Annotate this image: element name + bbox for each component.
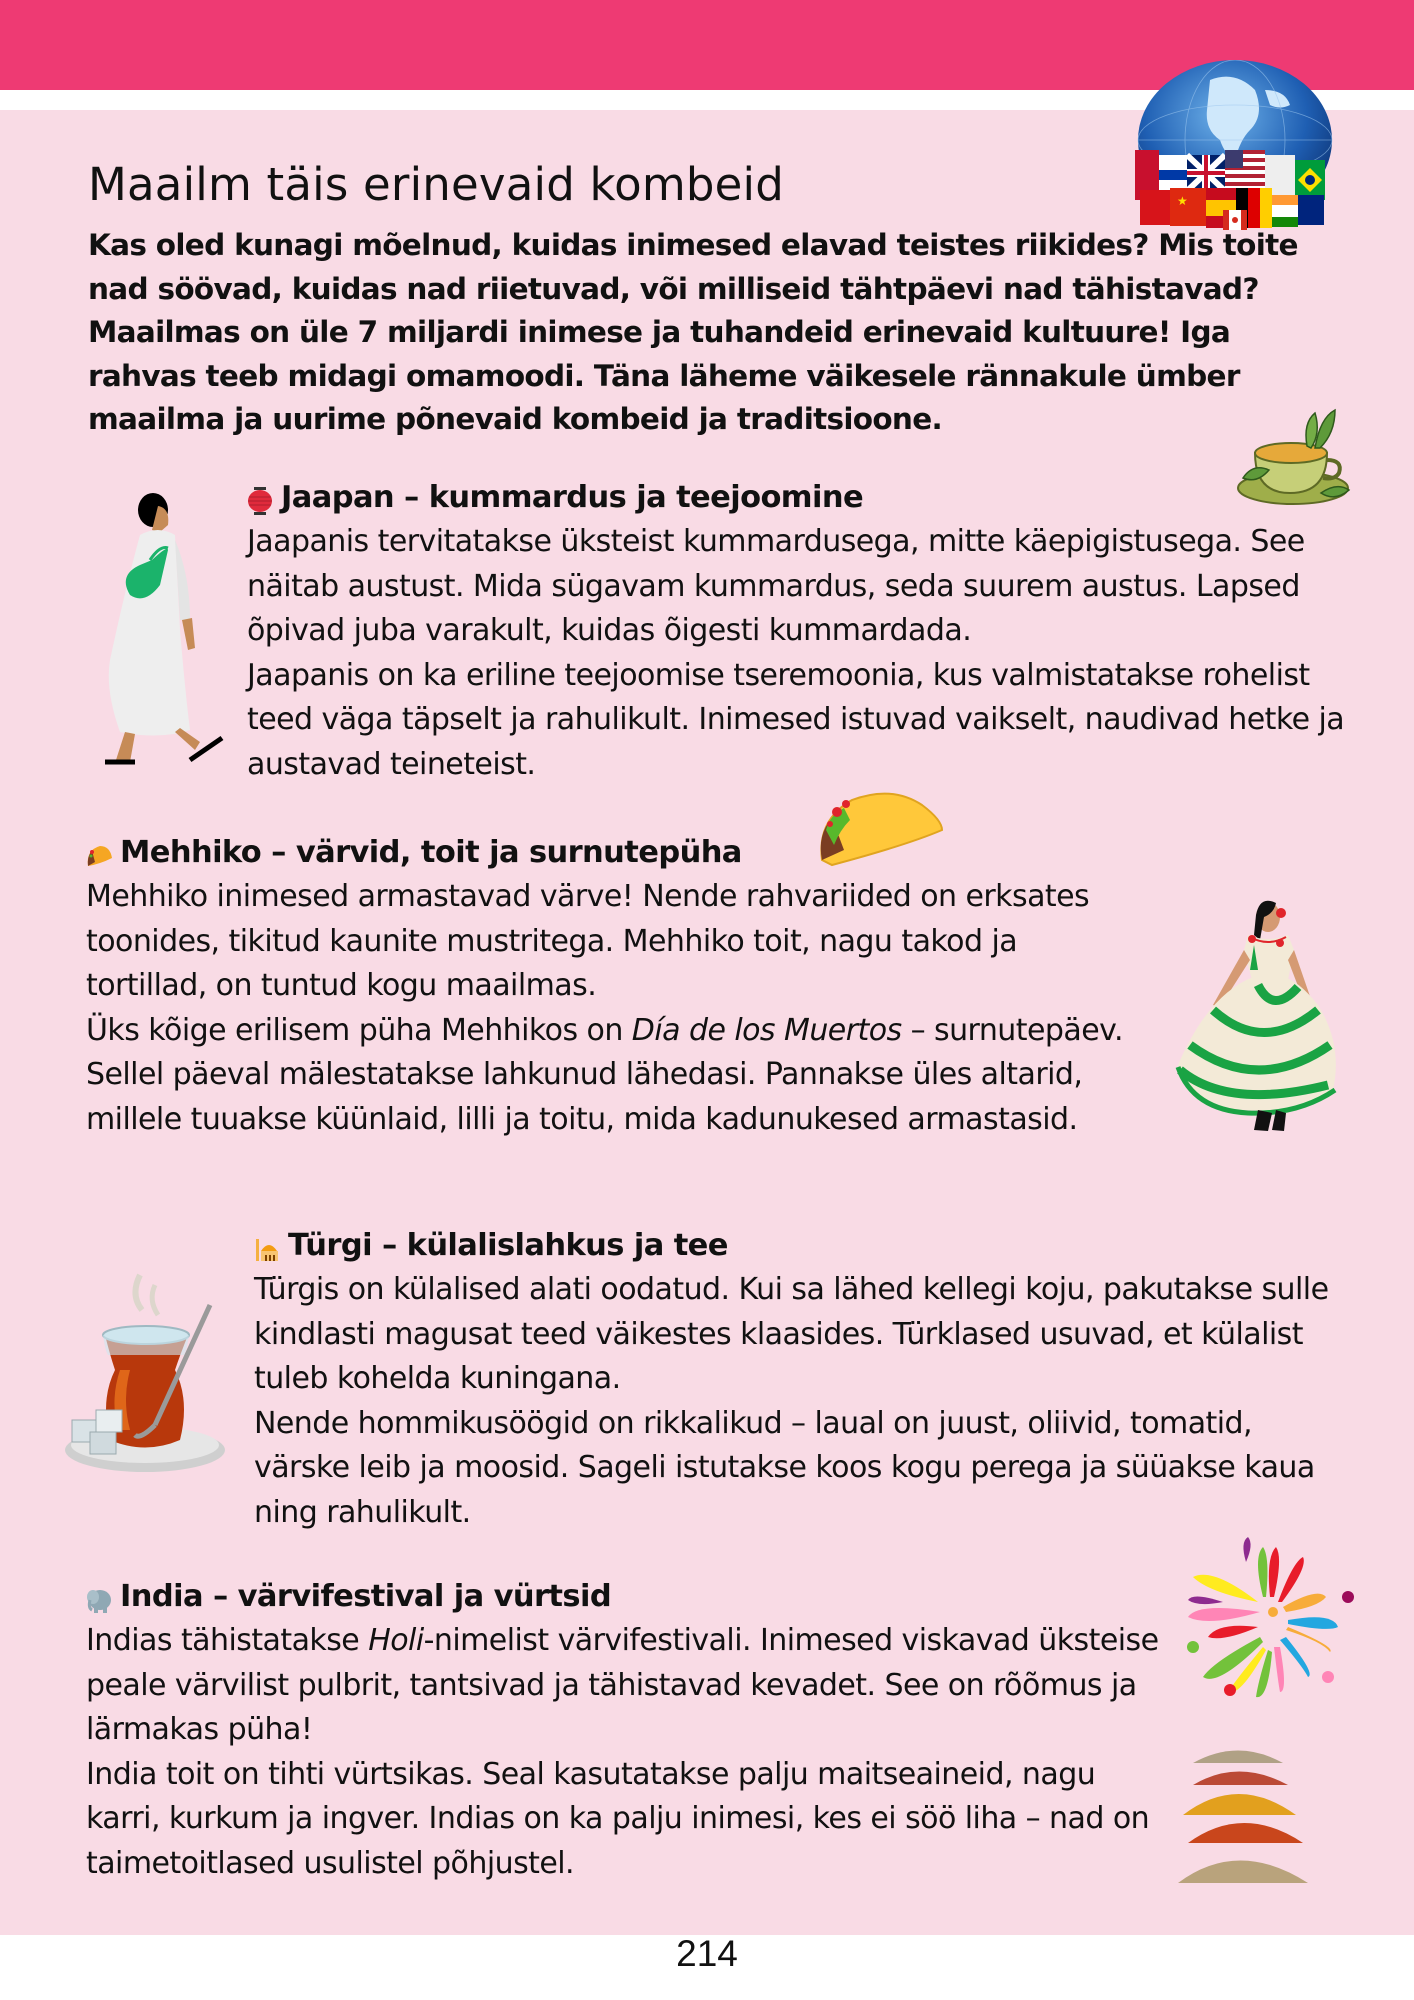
mosque-icon (254, 1232, 280, 1260)
section-heading: Mehhiko – värvid, toit ja surnutepüha (86, 831, 1146, 875)
section-mexico (86, 831, 1146, 1142)
holi-color-splash-illustration (1168, 1532, 1368, 1717)
section-heading: Türgi – külalislahkus ja tee (254, 1224, 1334, 1268)
intro-paragraph: Kas oled kunagi mõelnud, kuidas inimesed elavad teistes riikides? Mis toite nad söövad, kuidas nad riietuvad, või milliseid tähtpäevi nad tähistavad? Maailmas on üle 7 miljardi inimese ja tuhandeid erinevaid kultuure! Iga rahvas teeb midagi omamoodi. Täna läheme väikesele rännakule ümber maailma ja uurime põnevaid kombeid ja traditsioone. (88, 228, 1298, 436)
turkish-tea-glass-illustration (60, 1250, 230, 1480)
page-title: Maailm täis erinevaid kombeid (88, 158, 785, 211)
taco-icon (86, 839, 112, 867)
section-india (86, 1575, 1166, 1886)
paragraph: Jaapanis on ka eriline teejoomise tseremoonia, kus valmistatakse rohelist teed väga täpselt ja rahulikult. Inimesed istuvad vaikselt, naudivad hetke ja austavad teineteist. (247, 657, 1345, 782)
spice-piles-illustration (1178, 1733, 1328, 1883)
paragraph: Türgis on külalised alati oodatud. Kui sa lähed kellegi koju, pakutakse sulle kindlasti magusat teed väikestes klaasides. Türklased usuvad, et külalist tuleb kohelda kuningana. (254, 1272, 1329, 1396)
section-heading: India – värvifestival ja vürtsid (86, 1575, 1166, 1619)
paragraph: Mehhiko inimesed armastavad värve! Nende rahvariided on erksates toonides, tikitud kaunite mustritega. Mehhiko toit, nagu takod ja tortillad, on tuntud kogu maailmas. (86, 879, 1090, 1003)
red-lantern-icon (247, 484, 273, 512)
paragraph: Üks kõige erilisem püha Mehhikos on Día de los Muertos – surnutepäev. Sellel päeval mälestatakse lahkunud lähedasi. Pannakse üles altarid, millele tuuakse küünlaid, lilli ja toitu, mida kadunukesed armastasid. (86, 1012, 1123, 1137)
paragraph: Nende hommikusöögid on rikkalikud – laual on juust, oliivid, tomatid, värske leib ja moosid. Sageli istutakse koos kogu perega ja süüakse kaua ning rahulikult. (254, 1405, 1315, 1530)
section-heading: Jaapan – kummardus ja teejoomine (247, 476, 1367, 520)
paragraph: Indias tähistatakse Holi-nimelist värvifestivali. Inimesed viskavad üksteise peale värvilist pulbrit, tantsivad ja tähistavad kevadet. See on rõõmus ja lärmakas püha! (86, 1623, 1159, 1747)
mexican-dancer-illustration (1168, 895, 1358, 1145)
page-number: 214 (676, 1933, 738, 1974)
elephant-icon (86, 1583, 112, 1611)
section-japan (247, 476, 1367, 787)
section-turkey (254, 1224, 1334, 1535)
paragraph: India toit on tihti vürtsikas. Seal kasutatakse palju maitseaineid, nagu karri, kurkum ja ingver. Indias on ka palju inimesi, kes ei söö liha – nad on taimetoitlased usulistel põhjustel. (86, 1756, 1150, 1881)
svg-text:★: ★ (1177, 194, 1188, 208)
paragraph: Jaapanis tervitatakse üksteist kummardusega, mitte käepigistusega. See näitab austust. Mida sügavam kummardus, seda suurem austus. Lapsed õpivad juba varakult, kuidas õigesti kummardada. (247, 524, 1305, 648)
walking-man-illustration (80, 490, 230, 775)
globe-with-flags-illustration (1115, 60, 1355, 230)
